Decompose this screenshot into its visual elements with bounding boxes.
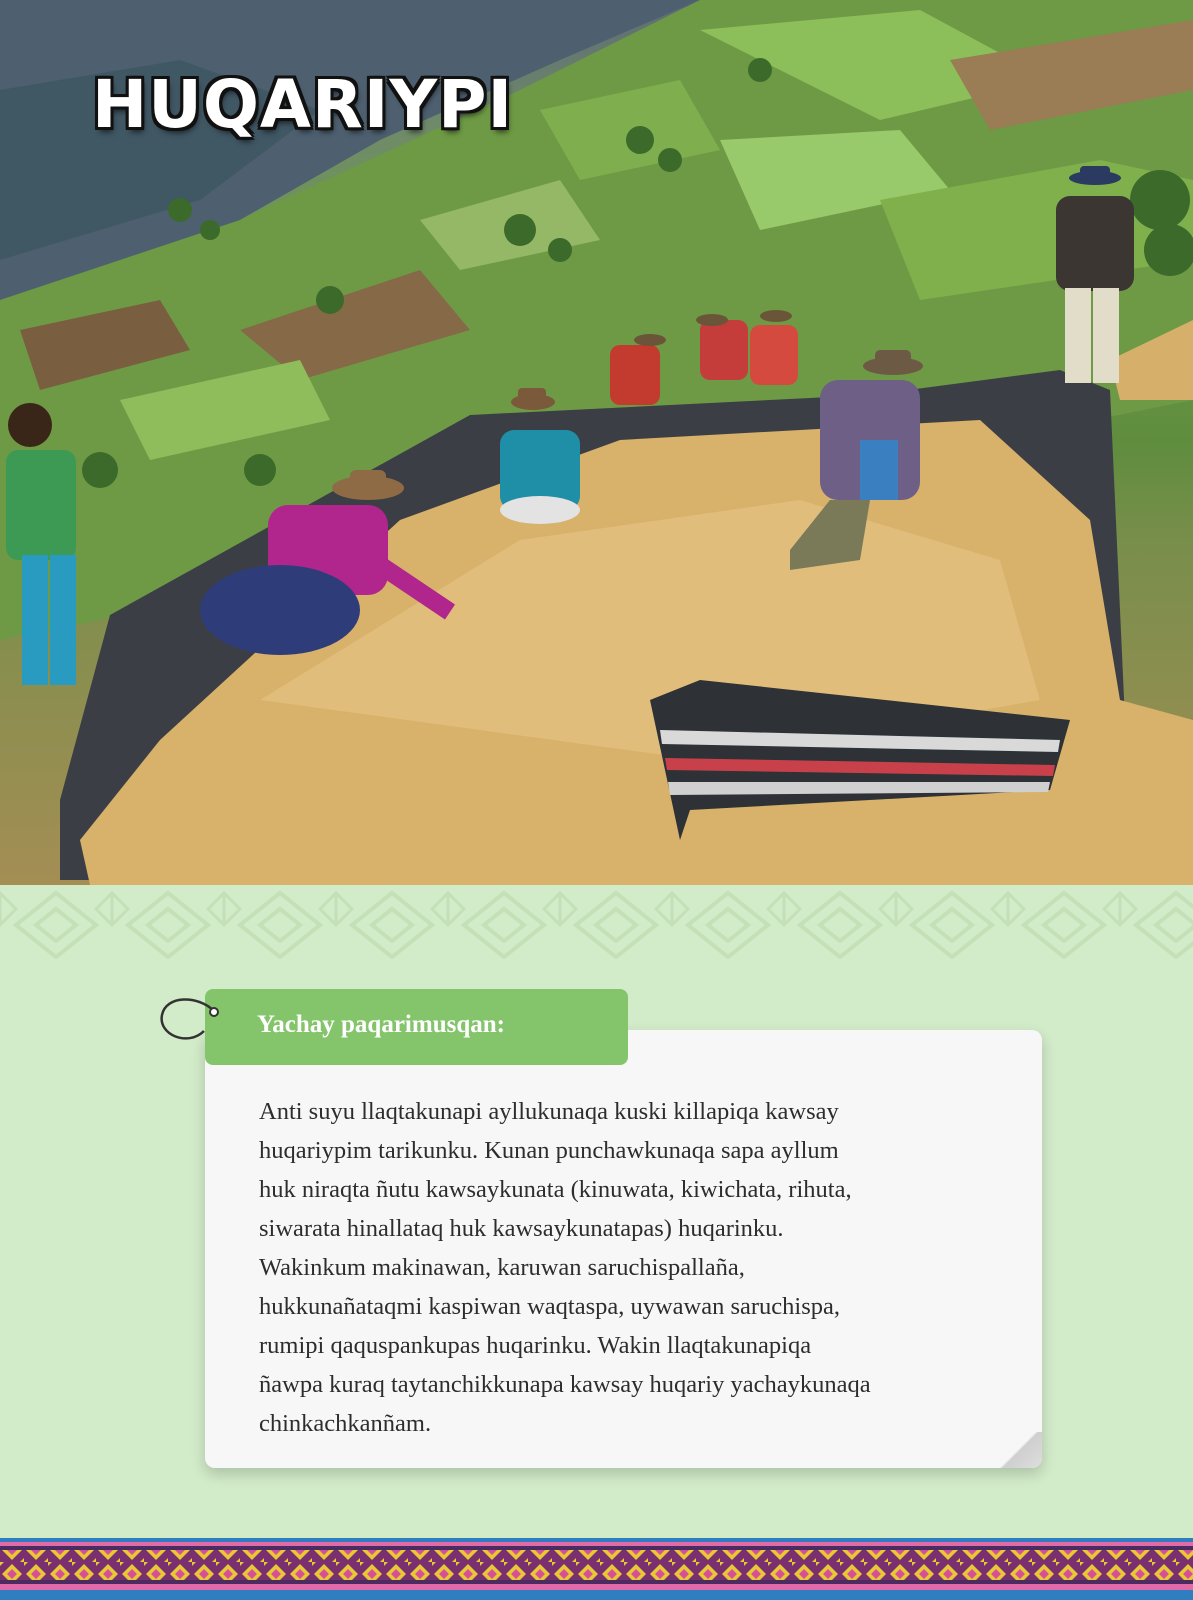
- note-line: chinkachkanñam.: [259, 1410, 432, 1437]
- woven-textile-border: [0, 1538, 1193, 1600]
- page-curl: [996, 1432, 1042, 1468]
- note-line: siwarata hinallataq huk kawsaykunatapas) huqarinku.: [259, 1215, 784, 1242]
- note-line: hukkunañataqmi kaspiwan waqtaspa, uywawan saruchispa,: [259, 1293, 841, 1320]
- note-line: huk niraqta ñutu kawsaykunata (kinuwata, kiwichata, rihuta,: [259, 1176, 852, 1203]
- note-text: [259, 1092, 1009, 1443]
- string-loop-icon: [158, 995, 228, 1045]
- note-line: Wakinkum makinawan, karuwan saruchispallaña,: [259, 1254, 745, 1281]
- note-card: [205, 1030, 1042, 1468]
- note-line: huqariypim tarikunku. Kunan punchawkunaqa sapa ayllum: [259, 1137, 839, 1164]
- note-heading-tab: [205, 989, 628, 1065]
- note-line: rumipi qaquspankupas huqarinku. Wakin llaqtakunapiqa: [259, 1332, 812, 1359]
- page-title: HUQARIYPI: [92, 66, 514, 143]
- note-heading: Yachay paqarimusqan:: [257, 1011, 505, 1038]
- note-line: ñawpa kuraq taytanchikkunapa kawsay huqariy yachaykunaqa: [259, 1371, 871, 1398]
- diamond-pattern-band: [0, 885, 1193, 965]
- note-line: Anti suyu llaqtakunapi ayllukunaqa kuski killapiqa kawsay: [259, 1098, 839, 1125]
